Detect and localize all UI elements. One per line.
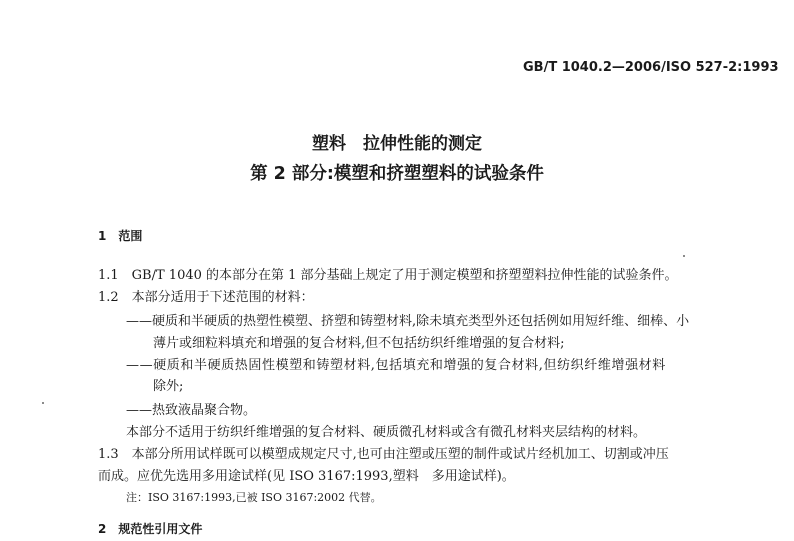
- clause-1-2-exclusion: 本部分不适用于纺织纤维增强的复合材料、硬质微孔材料或含有微孔材料夹层结构的材料。: [126, 425, 647, 440]
- clause-1-2: 1.2 本部分适用于下述范围的材料：: [98, 290, 314, 305]
- section-1-heading: 1 范围: [98, 229, 143, 243]
- list-item-2-line-1: ——硬质和半硬质热固性模塑和铸塑材料,包括填充和增强的复合材料,但纺织纤维增强材料: [126, 358, 666, 373]
- standard-code: GB/T 1040.2—2006/ISO 527-2:1993: [523, 60, 779, 75]
- title-line-1: 塑料 拉伸性能的测定: [312, 134, 482, 154]
- scan-speck: [42, 402, 44, 404]
- list-item-2-line-2: 除外;: [153, 379, 184, 394]
- list-item-1-line-2: 薄片或细粒料填充和增强的复合材料,但不包括纺织纤维增强的复合材料;: [153, 336, 565, 351]
- clause-1-3-line-1: 1.3 本部分所用试样既可以模塑成规定尺寸,也可由注塑或压塑的制件或试片经机加工、切割或冲压: [98, 447, 669, 462]
- title-line-2: 第 2 部分:模塑和挤塑塑料的试验条件: [250, 164, 544, 184]
- scan-speck: [683, 255, 685, 257]
- section-2-heading: 2 规范性引用文件: [98, 522, 203, 536]
- clause-1-3-line-2: 而成。应优先选用多用途试样(见 ISO 3167:1993,塑料 多用途试样)。: [98, 469, 515, 484]
- list-item-1-line-1: ——硬质和半硬质的热塑性模塑、挤塑和铸塑材料,除未填充类型外还包括例如用短纤维、细棒、小: [126, 314, 690, 329]
- list-item-3: ——热致液晶聚合物。: [126, 403, 257, 418]
- clause-1-1: 1.1 GB/T 1040 的本部分在第 1 部分基础上规定了用于测定模塑和挤塑塑料拉伸性能的试验条件。: [98, 268, 678, 283]
- note: 注：ISO 3167:1993,已被 ISO 3167:2002 代替。: [126, 491, 382, 504]
